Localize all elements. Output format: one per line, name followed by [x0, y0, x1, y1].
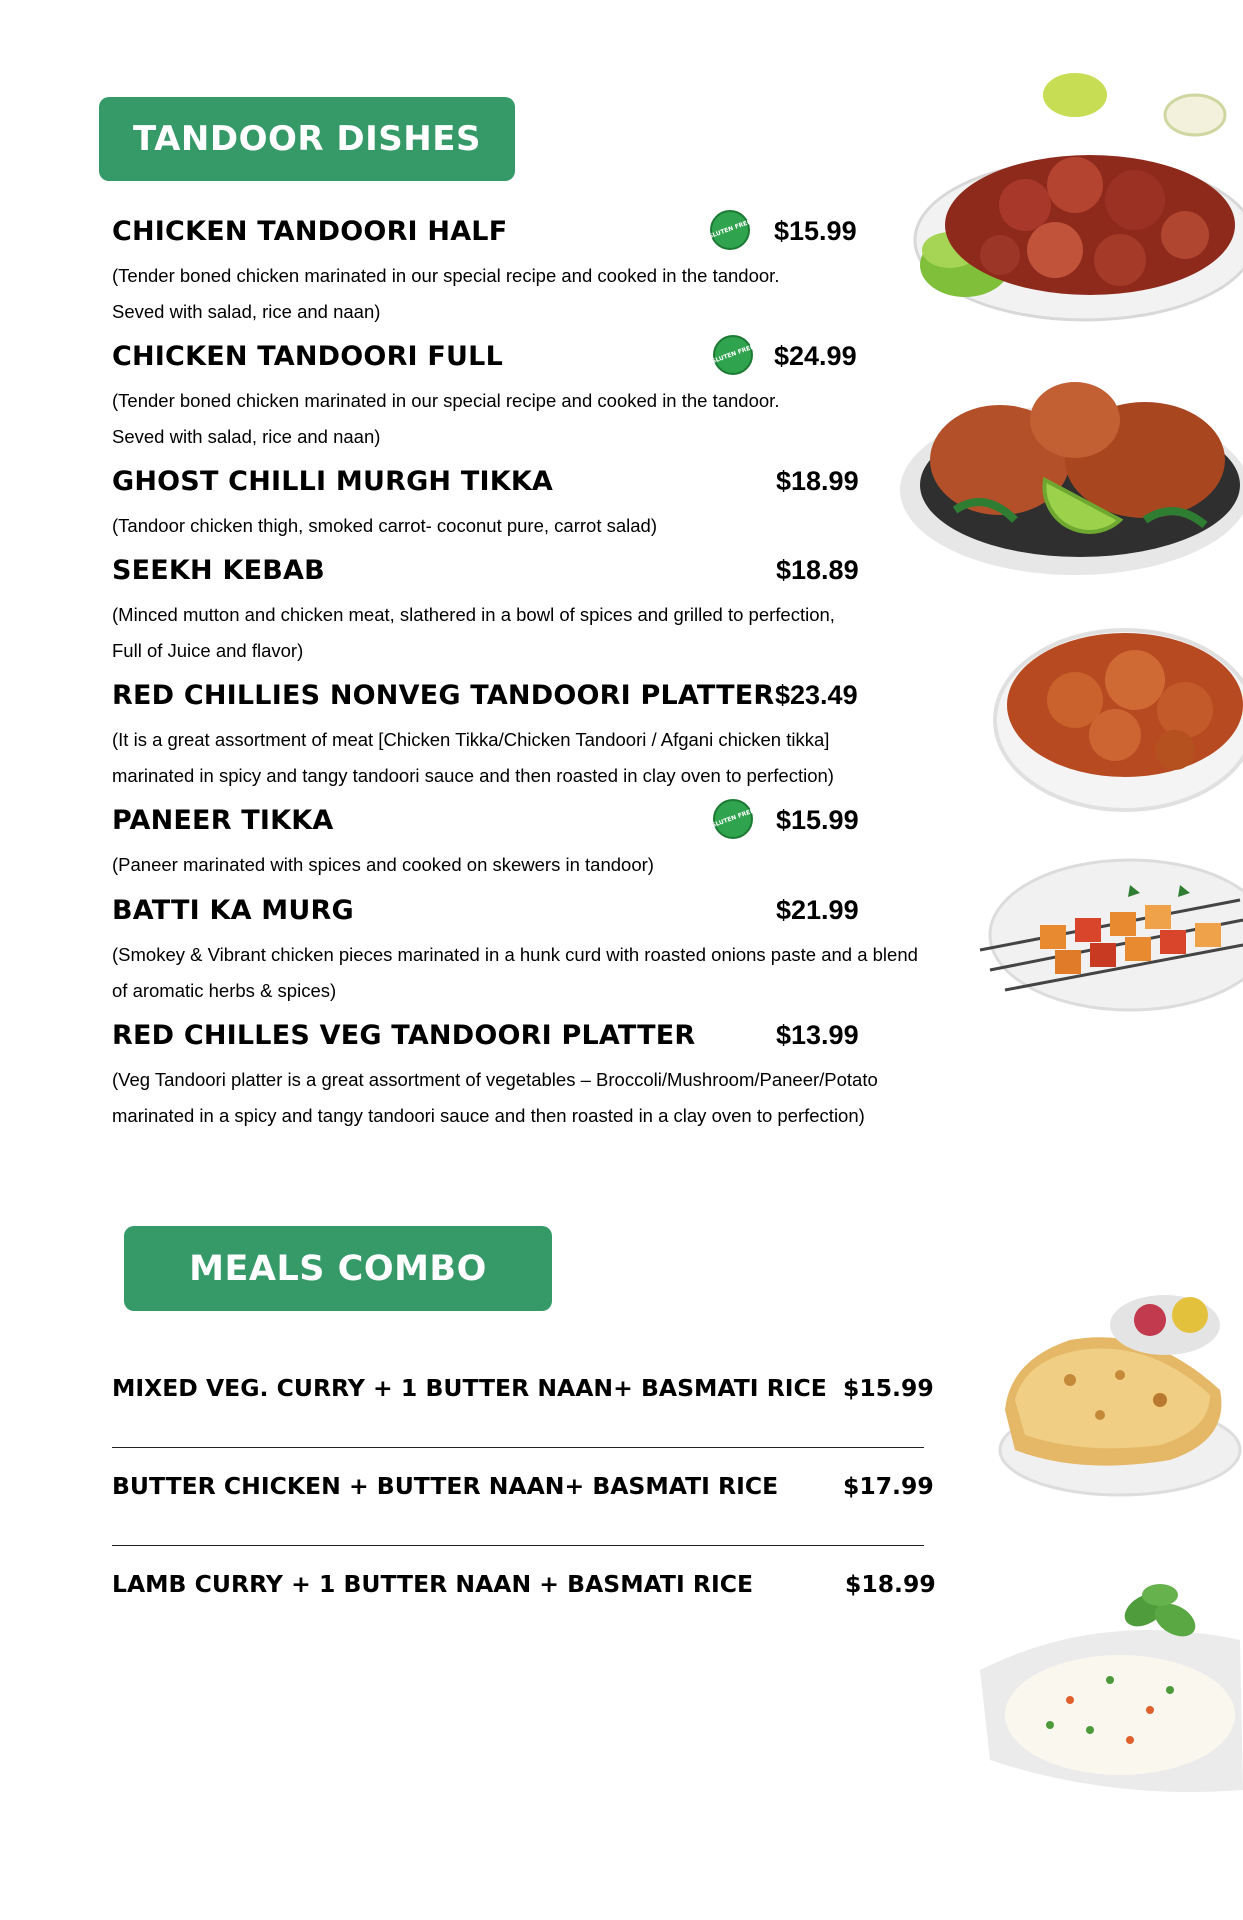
combo-price: $18.99	[845, 1570, 936, 1598]
item-name: BATTI KA MURG	[112, 895, 354, 926]
item-name: CHICKEN TANDOORI FULL	[112, 341, 503, 372]
item-description: (Minced mutton and chicken meat, slathered in a bowl of spices and grilled to perfection, Full of Juice and flavor)	[112, 604, 835, 661]
section-banner-meals	[124, 1226, 552, 1311]
naan-plate-image	[990, 1280, 1243, 1510]
chicken-tandoori-plate-image	[905, 65, 1243, 335]
item-name: PANEER TIKKA	[112, 805, 334, 836]
section-title-meals: MEALS COMBO	[189, 1248, 487, 1289]
item-price: $24.99	[774, 341, 857, 371]
paneer-tikka-skewers-image	[980, 840, 1243, 1020]
item-description: (Paneer marinated with spices and cooked on skewers in tandoor)	[112, 854, 654, 875]
combo-name: MIXED VEG. CURRY + 1 BUTTER NAAN+ BASMATI RICE	[112, 1374, 827, 1402]
item-price: $15.99	[774, 216, 857, 246]
chicken-leg-platter-image	[895, 350, 1243, 590]
gluten-free-badge-icon: GLUTEN FREE	[713, 799, 753, 839]
item-name: CHICKEN TANDOORI HALF	[112, 216, 508, 247]
gluten-free-badge-icon: GLUTEN FREE	[713, 335, 753, 375]
section-title-tandoor: TANDOOR DISHES	[133, 119, 481, 159]
item-description: (Veg Tandoori platter is a great assortment of vegetables – Broccoli/Mushroom/Paneer/Potato marinated in a spicy and tangy tandoori sauce and then roasted in a clay oven to perfection)	[112, 1069, 878, 1126]
item-name: SEEKH KEBAB	[112, 555, 325, 586]
combo-name: LAMB CURRY + 1 BUTTER NAAN + BASMATI RICE	[112, 1570, 754, 1598]
item-price: $18.89	[776, 555, 859, 585]
gluten-free-badge-icon: GLUTEN FREE	[710, 210, 750, 250]
item-name: RED CHILLIES NONVEG TANDOORI PLATTER	[112, 680, 775, 711]
section-banner-tandoor	[99, 97, 515, 181]
item-description: (It is a great assortment of meat [Chicken Tikka/Chicken Tandoori / Afgani chicken tikka] marinated in spicy and tangy tandoori sauce and then roasted in clay oven to perfection)	[112, 729, 834, 786]
combo-name: BUTTER CHICKEN + BUTTER NAAN+ BASMATI RICE	[112, 1472, 779, 1500]
chicken-curry-bowl-image	[985, 610, 1243, 825]
divider	[112, 1545, 924, 1546]
item-description: (Tender boned chicken marinated in our special recipe and cooked in the tandoor. Seved with salad, rice and naan)	[112, 265, 780, 322]
item-description: (Tender boned chicken marinated in our special recipe and cooked in the tandoor. Seved with salad, rice and naan)	[112, 390, 780, 447]
divider	[112, 1447, 924, 1448]
item-price: $15.99	[776, 805, 859, 835]
item-price: $13.99	[776, 1020, 859, 1050]
item-name: GHOST CHILLI MURGH TIKKA	[112, 466, 554, 497]
item-description: (Tandoor chicken thigh, smoked carrot- coconut pure, carrot salad)	[112, 515, 657, 536]
item-price: $23.49	[775, 680, 858, 710]
item-price: $18.99	[776, 466, 859, 496]
combo-price: $17.99	[843, 1472, 934, 1500]
item-price: $21.99	[776, 895, 859, 925]
combo-price: $15.99	[843, 1374, 934, 1402]
item-name: RED CHILLES VEG TANDOORI PLATTER	[112, 1020, 696, 1051]
basmati-rice-plate-image	[970, 1570, 1243, 1810]
item-description: (Smokey & Vibrant chicken pieces marinated in a hunk curd with roasted onions paste and a blend of aromatic herbs & spices)	[112, 944, 918, 1001]
